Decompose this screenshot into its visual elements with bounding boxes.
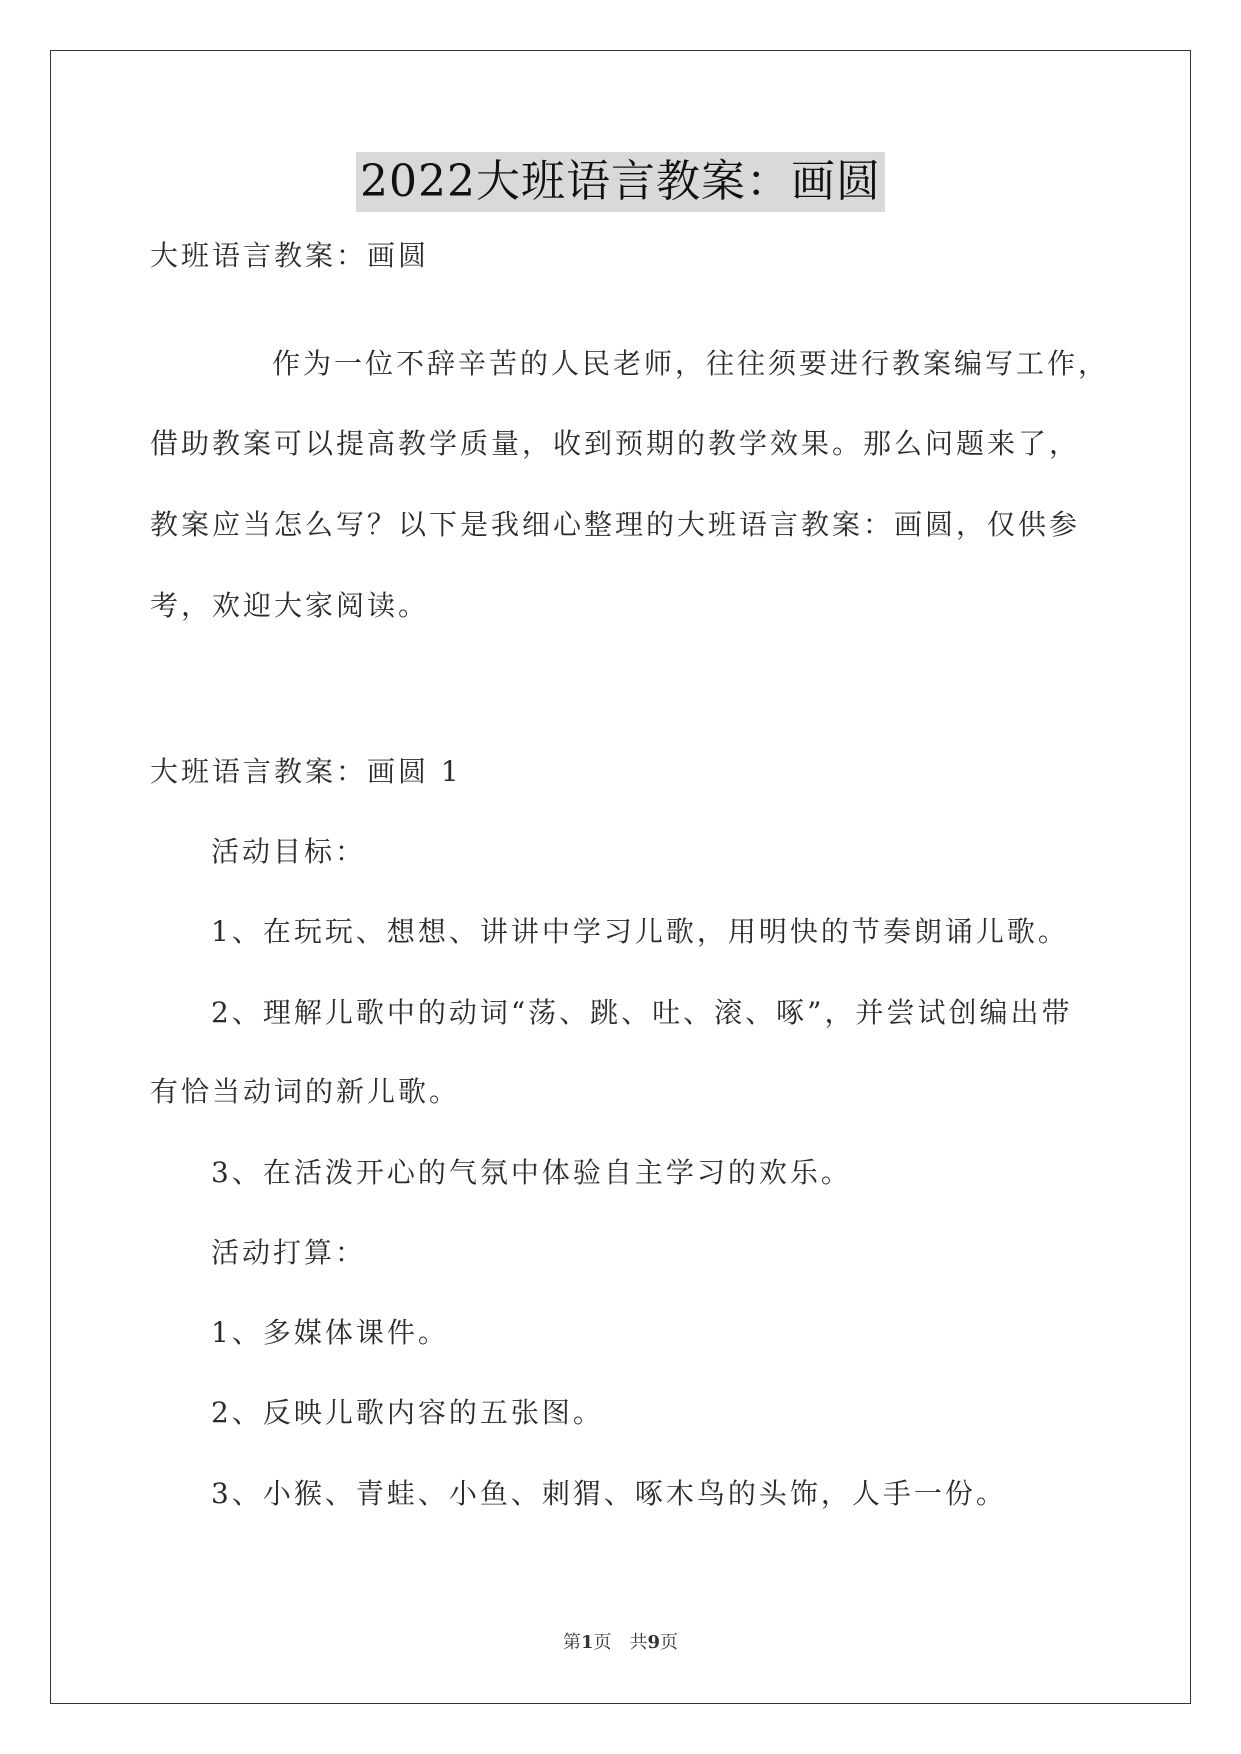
subtitle: 大班语言教案：画圆 [150,239,430,272]
footer-suffix: 页 [660,1632,679,1653]
intro-line-3: 教案应当怎么写？以下是我细心整理的大班语言教案：画圆，仅供参 [150,508,1081,541]
document-title: 2022大班语言教案：画圆 [356,152,885,212]
intro-line-1: 作为一位不辞辛苦的人民老师，往往须要进行教案编写工作， [272,347,1110,380]
prep-heading: 活动打算： [211,1236,367,1269]
prep-3: 3、小猴、青蛙、小鱼、刺猬、啄木鸟的头饰，人手一份。 [211,1477,1007,1510]
footer-prefix: 第 [562,1632,581,1653]
prep-1: 1、多媒体课件。 [211,1316,449,1349]
footer-total-pages: 9 [647,1632,661,1653]
footer-mid: 页 共 [593,1632,648,1653]
goals-heading: 活动目标： [211,835,367,868]
goal-1: 1、在玩玩、想想、讲讲中学习儿歌，用明快的节奏朗诵儿歌。 [211,915,1069,948]
intro-line-2: 借助教案可以提高教学质量，收到预期的教学效果。那么问题来了， [150,427,1081,460]
title-container [0,152,1241,212]
goal-3: 3、在活泼开心的气氛中体验自主学习的欢乐。 [211,1156,852,1189]
goal-2-line-2: 有恰当动词的新儿歌。 [150,1075,461,1108]
intro-line-4: 考，欢迎大家阅读。 [150,589,430,622]
footer-page-number: 1 [580,1632,594,1653]
page-footer [0,1628,1241,1654]
section-heading: 大班语言教案：画圆 1 [150,755,462,788]
goal-2-line-1: 2、理解儿歌中的动词“荡、跳、吐、滚、啄”，并尝试创编出带 [211,996,1073,1029]
prep-2: 2、反映儿歌内容的五张图。 [211,1396,604,1429]
page-border [50,50,1191,1704]
